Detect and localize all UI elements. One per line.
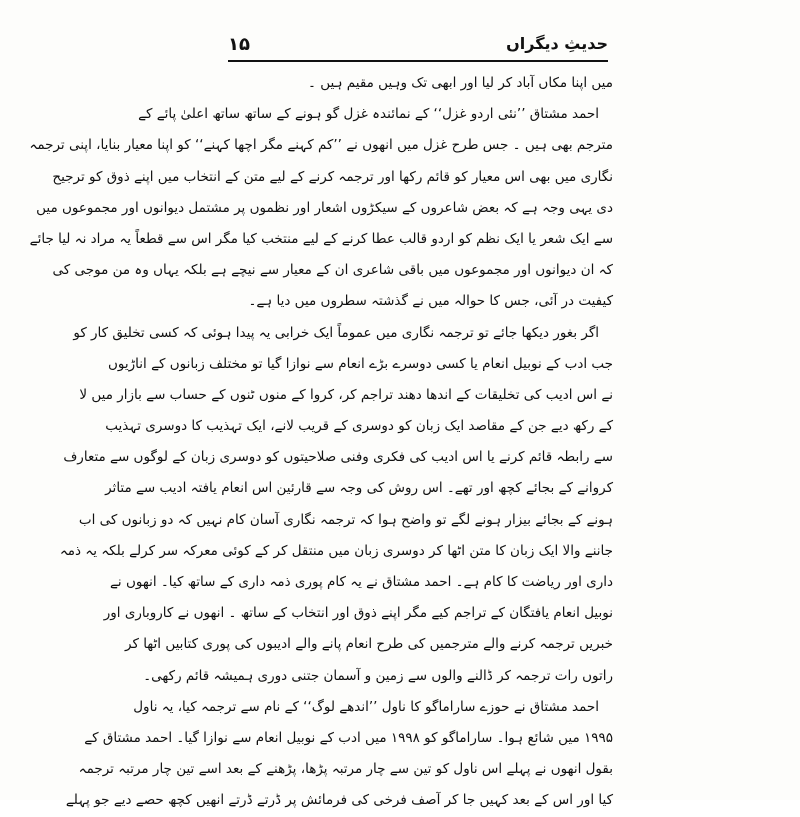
text-line: خبریں ترجمہ کرنے والے مترجمیں کی طرح انعام پانے والے ادیبوں کی پوری کتابیں اٹھا کر xyxy=(125,636,613,653)
text-line: احمد مشتاق ’’نئی اردو غزل‘‘ کے نمائندہ غزل گو ہونے کے ساتھ ساتھ اعلیٰ پائے کے xyxy=(138,106,599,123)
text-line: جاننے والا ایک زبان کا متن اٹھا کر دوسری زبان میں منتقل کر کے کوئی معرکہ سر کرلے بلکہ یہ ذمہ xyxy=(59,542,613,559)
text-line: کیفیت در آئی، جس کا حوالہ میں نے گذشتہ سطروں میں دیا ہے۔ xyxy=(248,293,613,310)
running-title: حدیثِ دیگراں xyxy=(506,34,608,53)
text-line: نوبیل انعام یافتگان کے تراجم کیے مگر اپنے ذوق اور انتخاب کے ساتھ ۔ انھوں نے کاروباری اور xyxy=(103,605,613,622)
text-line: نگاری میں بھی اس معیار کو قائم رکھا اور ترجمہ کرنے کے لیے متن کے انتخاب میں اپنے ذوق کو ترجیح xyxy=(52,168,613,185)
text-line: کروانے کے بجائے کچھ اور تھے۔ اس روش کی وجہ سے قارئین اس انعام یافتہ ادیب سے متاثر xyxy=(105,480,613,497)
page-body xyxy=(29,68,613,817)
page-number: ۱۵ xyxy=(228,34,250,55)
text-line: جب ادب کے نوبیل انعام یا کسی دوسرے بڑے انعام سے نوازا گیا تو مختلف زبانوں کے اناڑیوں xyxy=(108,355,613,372)
text-line: راتوں رات ترجمہ کر ڈالنے والوں سے زمین و آسمان جتنی دوری ہمیشہ قائم رکھی۔ xyxy=(143,667,613,684)
text-line: ہونے کے بجائے بیزار ہونے لگے تو واضح ہوا کہ ترجمہ نگاری آسان کام نہیں کہ دو زبانوں کی اب xyxy=(78,511,613,528)
text-line: احمد مشتاق نے حوزے ساراماگو کا ناول ’’اندھے لوگ‘‘ کے نام سے ترجمہ کیا، یہ ناول xyxy=(133,698,599,715)
text-line: ۱۹۹۵ میں شائع ہوا۔ ساراماگو کو ۱۹۹۸ میں ادب کے نوبیل انعام سے نوازا گیا۔ احمد مشتاق کے xyxy=(84,729,613,746)
text-line: میں اپنا مکاں آباد کر لیا اور ابھی تک وہیں مقیم ہیں ۔ xyxy=(308,75,613,91)
text-line: نے اس ادیب کی تخلیقات کے اندھا دھند تراجم کر، کروا کے منوں ٹنوں کے حساب سے بازار میں لا xyxy=(79,386,613,403)
text-line: دی یہی وجہ ہے کہ بعض شاعروں کے سیکڑوں اشعار اور نظموں پر مشتمل دیوانوں اور مجموعوں میں xyxy=(36,199,613,216)
text-line: داری اور ریاضت کا کام ہے۔ احمد مشتاق نے یہ کام پوری ذمہ داری کے ساتھ کیا۔ انھوں نے xyxy=(110,574,613,590)
text-line: کہ ان دیوانوں اور مجموعوں میں باقی شاعری ان کے معیار سے نیچے ہے بلکہ یہاں وہ من موجی کی xyxy=(52,262,613,279)
text-line: کیا اور اس کے بعد کہیں جا کر آصف فرخی کی فرمائش پر ڈرتے ڈرتے انھیں کچھ حصے دیے جو پہلے xyxy=(65,792,613,809)
text-line: بقول انھوں نے پہلے اس ناول کو تین سے چار مرتبہ پڑھا، پڑھنے کے بعد اسے تین چار مرتبہ ترجمہ xyxy=(78,761,613,778)
text-line: مترجم بھی ہیں ۔ جس طرح غزل میں انھوں نے ’’کم کہنے مگر اچھا کہنے‘‘ کو اپنا معیار بنایا، اپنی ترجمہ xyxy=(29,137,613,154)
text-line: اگر بغور دیکھا جائے تو ترجمہ نگاری میں عموماً ایک خرابی یہ پیدا ہوئی کہ کسی تخلیق کار کو xyxy=(73,324,599,341)
text-line: کے رکھ دیے جن کے مقاصد ایک زبان کو دوسری کے قریب لانے، ایک تہذیب کا دوسری تہذیب xyxy=(105,418,613,435)
page-header xyxy=(228,34,608,58)
text-line: سے رابطہ قائم کرنے یا اس ادیب کی فکری وفنی صلاحیتوں کو دوسری زبان کے لوگوں سے متعارف xyxy=(63,449,613,466)
header-rule xyxy=(228,60,608,62)
text-line: سے ایک شعر یا ایک نظم کو اردو قالب عطا کرنے کے لیے منتخب کیا مگر اس سے قطعاً یہ مراد نہ لیا جائے xyxy=(29,230,613,247)
